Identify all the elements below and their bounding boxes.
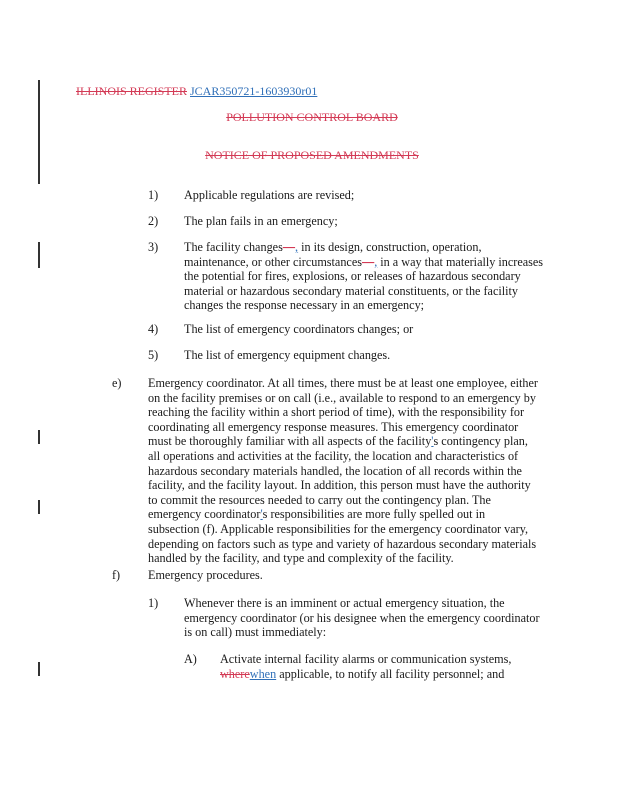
- inserted-apostrophe: ': [431, 434, 434, 449]
- inserted-apostrophe: ': [260, 507, 263, 522]
- section-f-num: f): [112, 568, 121, 582]
- deleted-dash: —: [282, 240, 295, 254]
- text-run: in its design, construction, operation, maintenance, or other circumstances: [184, 240, 482, 269]
- text-run: Activate internal facility alarms or communication systems,: [220, 652, 512, 666]
- change-bar: [38, 80, 40, 184]
- register-deleted: ILLINOIS REGISTER: [76, 84, 187, 98]
- change-bar: [38, 662, 40, 676]
- text-run: applicable, to notify all facility personnel; and: [276, 666, 505, 681]
- list-num: A): [184, 652, 197, 666]
- section-e-num: e): [112, 376, 122, 390]
- register-header: [76, 84, 317, 99]
- inserted-comma: ,: [295, 240, 299, 254]
- section-f-title: Emergency procedures.: [148, 568, 263, 582]
- change-bar: [38, 500, 40, 514]
- text-run: The facility changes: [184, 240, 283, 254]
- change-bar: [38, 430, 40, 444]
- section-f-item1: Whenever there is an imminent or actual emergency situation, the emergency coordinator (or his designee when the emergency coordinator is on call) must immediately:: [184, 596, 540, 640]
- deleted-word: where: [220, 666, 250, 681]
- list-num: 4): [148, 322, 159, 336]
- list-item: [184, 240, 549, 313]
- inserted-comma: ,: [374, 254, 378, 269]
- text-run: in a way that materially increases the potential for fires, explosions, or releases of hazardous secondary material or hazardous secondary material constituents, or the facility changes the response necessary in an emergency;: [184, 254, 544, 313]
- section-f-itemA: [220, 652, 520, 681]
- list-num: 1): [148, 188, 159, 202]
- text-run: s contingency plan, all operations and activities at the facility, the location and characteristics of hazardous secondary materials handled, the location of all records within the facility, and the facility layout. In addition, this person must have the authority to commit the resources needed to carry out the contingency plan. The emergency coordinator: [148, 434, 531, 522]
- register-inserted: JCAR350721-1603930r01: [190, 84, 318, 98]
- change-bar: [38, 242, 40, 268]
- notice-title: NOTICE OF PROPOSED AMENDMENTS: [205, 148, 419, 162]
- list-item: Applicable regulations are revised;: [184, 188, 355, 202]
- list-num: 3): [148, 240, 159, 254]
- text-run: s responsibilities are more fully spelled out in subsection (f). Applicable responsibilities for the emergency coordinator vary, depending on factors such as type and variety of hazardous secondary materials handled by the facility, and type and complexity of the facility.: [148, 507, 537, 566]
- board-title: POLLUTION CONTROL BOARD: [226, 110, 398, 124]
- list-item: The list of emergency equipment changes.: [184, 348, 391, 362]
- inserted-word: when: [249, 666, 277, 681]
- list-num: 2): [148, 214, 159, 228]
- text-run: Emergency coordinator. At all times, there must be at least one employee, either on the facility premises or on call (i.e., available to respond to an emergency by reaching the facility within a short period of time), with the responsibility for coordinating all emergency response measures. This emergency coordinator must be thoroughly familiar with all aspects of the facility: [148, 376, 538, 449]
- list-item: The plan fails in an emergency;: [184, 214, 338, 228]
- list-item: The list of emergency coordinators changes; or: [184, 322, 414, 336]
- list-num: 5): [148, 348, 159, 362]
- deleted-dash: —: [362, 254, 375, 269]
- section-e-text: [148, 376, 538, 566]
- list-num: 1): [148, 596, 159, 610]
